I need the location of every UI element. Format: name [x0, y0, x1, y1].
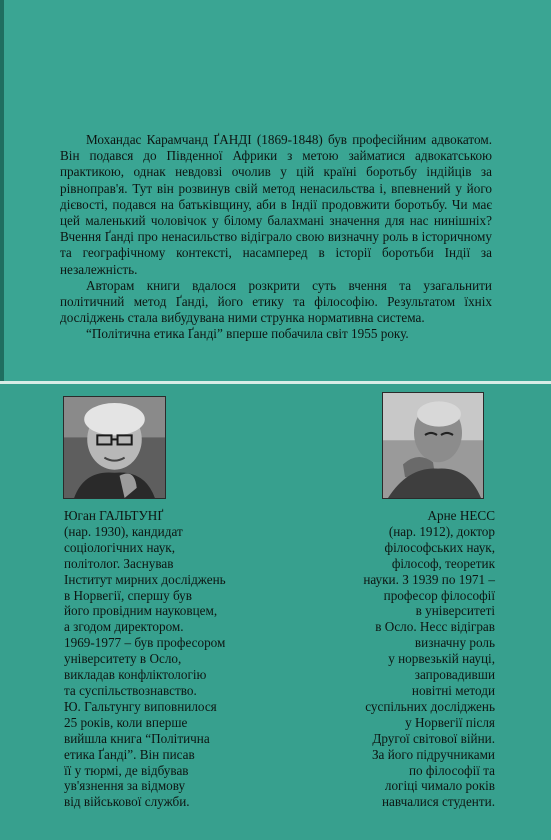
bio-line: науки. З 1939 по 1971 –: [363, 571, 495, 587]
annotation-paragraph-1: Мохандас Карамчанд ҐАНДІ (1869-1848) був професійним адвокатом. Він подався до Південної Африки з метою займатися адвокатською практикою, однак невдовзі очолив у цій країні боротьбу індійців за рівноправ'я. Тут він розвинув свій метод ненасильства і, впевнений у його дієвості, подався на батьківщину, аби в Індії продовжити боротьбу. Чи має цей маленький чоловічок у білому балахмані значення для нас нинішніх? Вчення Ґанді про ненасильство відіграло свою визначну роль в історичному та географічному контексті, насамперед в історії боротьби Індії за незалежність.: [60, 132, 492, 277]
bio-line: Арне НЕСС: [427, 508, 495, 523]
bio-line: новітні методи: [411, 682, 495, 698]
bio-line: соціологічних наук,: [64, 539, 176, 555]
bio-line: (нар. 1930), кандидат: [64, 523, 183, 539]
bio-line: від військової служби.: [64, 794, 190, 810]
bio-line: запровадивши: [414, 667, 495, 683]
bio-line: у норвезькій науці,: [388, 651, 495, 667]
bio-line: етика Ґанді”. Він писав: [64, 746, 195, 762]
bio-line: його провідним науковцем,: [64, 603, 218, 619]
bio-line: політолог. Заснував: [64, 555, 174, 571]
bio-line: по філософії та: [408, 762, 495, 778]
bio-line: вийшла книга “Політична: [64, 730, 210, 746]
author-bio-galtung: [64, 508, 294, 810]
bio-line: Ю. Гальтунгу виповнилося: [64, 698, 217, 714]
bio-line: в Осло. Несс відіграв: [375, 619, 495, 635]
annotation-paragraph-2: Авторам книги вдалося розкрити суть вчення та узагальнити політичний метод Ґанді, його етику та філософію. Результатом їхніх досліджень стала вибудувана ними струнка нормативна система.: [60, 277, 492, 326]
author-photo-galtung: [63, 396, 166, 499]
annotation-text: [60, 132, 492, 343]
author-photo-ness: [382, 392, 484, 499]
bio-line: в Норвегії, спершу був: [64, 587, 192, 603]
bio-line: Юган ГАЛЬТУНҐ: [64, 508, 164, 523]
bio-line: визначну роль: [414, 635, 495, 651]
author-bio-ness: [320, 508, 495, 810]
bio-line: навчалися студенти.: [381, 794, 495, 810]
bio-line: філософських наук,: [384, 539, 495, 555]
bio-line: 25 років, коли вперше: [64, 714, 188, 730]
bio-line: суспільних досліджень: [365, 698, 495, 714]
bio-line: а згодом директором.: [64, 619, 184, 635]
bio-line: (нар. 1912), доктор: [388, 523, 495, 539]
bio-line: ув'язнення за відмову: [64, 778, 186, 794]
bio-line: філософ, теоретик: [391, 555, 495, 571]
bio-line: Другої світової війни.: [372, 730, 495, 746]
bio-line: За його підручниками: [371, 746, 495, 762]
bio-line: її у тюрмі, де відбував: [64, 762, 189, 778]
bio-line: Інститут мирних досліджень: [64, 571, 226, 587]
bio-line: 1969-1977 – був професором: [64, 635, 226, 651]
bio-line: та суспільствознавство.: [64, 682, 197, 698]
bio-line: у Норвегії після: [405, 714, 495, 730]
bio-line: логіці чимало років: [384, 778, 495, 794]
bio-line: викладав конфліктологію: [64, 667, 207, 683]
bio-line: в університеті: [415, 603, 495, 619]
bio-line: університету в Осло,: [64, 651, 182, 667]
bio-line: професор філософії: [383, 587, 495, 603]
divider-line: [0, 381, 551, 384]
annotation-paragraph-3: “Політична етика Ґанді” вперше побачила світ 1955 року.: [86, 326, 409, 342]
